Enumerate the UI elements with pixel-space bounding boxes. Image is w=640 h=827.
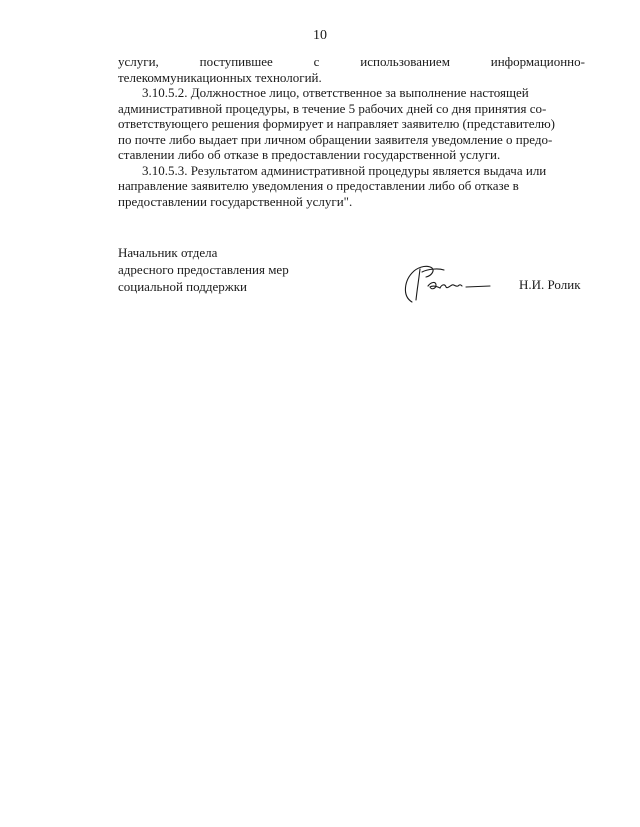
text-line (118, 54, 585, 70)
paragraph-continuation (118, 54, 585, 85)
signatory-name: Н.И. Ролик (519, 277, 581, 292)
text-line: 3.10.5.3. Результатом административной процедуры является выдача или (142, 162, 547, 178)
document-body (118, 54, 585, 209)
word: использованием (360, 54, 450, 69)
text-line: 3.10.5.2. Должностное лицо, ответственное за выполнение настоящей (142, 85, 529, 100)
page-number: 10 (313, 28, 327, 43)
text-line: ставлении либо об отказе в предоставлении государственной услуги. (118, 147, 501, 162)
word: услуги, (118, 54, 159, 69)
text-line: административной процедуры, в течение 5 рабочих дней со дня принятия со- (118, 100, 547, 116)
text-line: по почте либо выдает при личном обращении заявителя уведомление о предо- (118, 131, 553, 147)
paragraph-3-10-5-2 (118, 85, 585, 163)
signatory-position (118, 244, 289, 295)
position-line: социальной поддержки (118, 279, 247, 294)
position-line: адресного предоставления мер (118, 262, 289, 277)
position-line: Начальник отдела (118, 245, 218, 260)
handwritten-signature (398, 258, 494, 308)
word: поступившее (199, 54, 273, 69)
paragraph-3-10-5-3 (118, 163, 585, 210)
text-line: предоставлении государственной услуги". (118, 193, 353, 209)
text-line: ответствующего решения формирует и направляет заявителю (представителю) (118, 116, 555, 131)
text-line: направление заявителю уведомления о предоставлении либо об отказе в (118, 178, 519, 193)
word: с (313, 54, 320, 69)
text-line: телекоммуникационных технологий. (118, 69, 322, 85)
word: информационно- (490, 54, 585, 69)
